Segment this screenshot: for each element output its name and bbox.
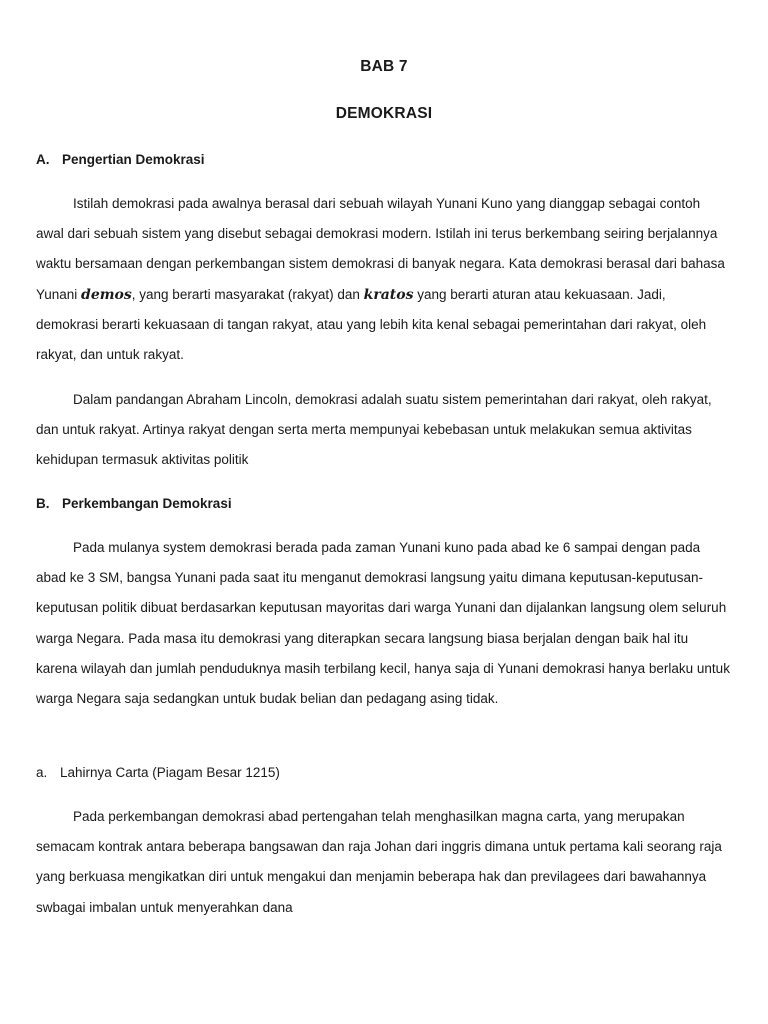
paragraph-lincoln: Dalam pandangan Abraham Lincoln, demokrasi adalah suatu sistem pemerintahan dari rakyat, oleh rakyat, dan untuk rakyat. Artinya rakyat dengan serta merta mempunyai kebebasan untuk melakukan semua aktivitas kehidupan termasuk aktivitas politik: [36, 392, 712, 468]
section-number-a: A.: [36, 152, 50, 167]
paragraph-definition-end: yang berarti aturan atau kekuasaan. Jadi, demokrasi berarti kekuasaan di tangan rakyat, atau yang lebih kita kenal sebagai pemerintahan dari rakyat, oleh rakyat, dan untuk rakyat.: [36, 286, 707, 363]
paragraph-magna-carta: Pada perkembangan demokrasi abad pertengahan telah menghasilkan magna carta, yang merupakan semacam kontrak antara beberapa bangsawan dan raja Johan dari inggris dimana untuk pertama kali seorang raja yang berkuasa mengikatkan diri untuk mengakui dan menjamin beberapa hak dan previlagees dari bawahannya swbagai imbalan untuk menyerahkan dana: [36, 809, 722, 915]
subsection-number-a: a.: [36, 765, 48, 780]
subsection-title-a: Lahirnya Carta (Piagam Besar 1215): [60, 765, 280, 780]
section-heading-b: [36, 496, 232, 511]
subsection-heading-a: [36, 765, 280, 780]
paragraph-definition-middle: , yang berarti masyarakat (rakyat) dan: [131, 286, 364, 302]
paragraph-definition: [36, 189, 730, 370]
section-title-b: Perkembangan Demokrasi: [62, 496, 232, 511]
paragraph-definition-start: Istilah demokrasi pada awalnya berasal dari sebuah wilayah Yunani Kuno yang dianggap sebagai contoh awal dari sebuah sistem yang disebut sebagai demokrasi modern. Istilah ini terus berkembang seiring berjalannya waktu bersamaan dengan perkembangan sistem demokrasi di banyak negara. Kata demokrasi berasal dari bahasa Yunani: [36, 196, 725, 302]
section-number-b: B.: [36, 496, 50, 511]
chapter-label: BAB 7: [360, 58, 408, 75]
section-heading-a: [36, 152, 205, 167]
page-title: DEMOKRASI: [335, 105, 433, 122]
paragraph-history: Pada mulanya system demokrasi berada pada zaman Yunani kuno pada abad ke 6 sampai dengan pada abad ke 3 SM, bangsa Yunani pada saat itu menganut demokrasi langsung yaitu dimana keputusan-keputusan-keputusan politik dibuat berdasarkan keputusan mayoritas dari warga Yunani dan dijalankan langsung olem seluruh warga Negara. Pada masa itu demokrasi yang diterapkan secara langsung biasa berjalan dengan baik hal itu karena wilayah dan jumlah penduduknya masih terbilang kecil, hanya saja di Yunani demokrasi hanya berlaku untuk warga Negara saja sedangkan untuk budak belian dan pedagang asing tidak.: [36, 540, 730, 707]
section-title-a: Pengertian Demokrasi: [62, 152, 205, 167]
term-demos: demos: [81, 286, 132, 303]
term-kratos: kratos: [363, 286, 414, 303]
